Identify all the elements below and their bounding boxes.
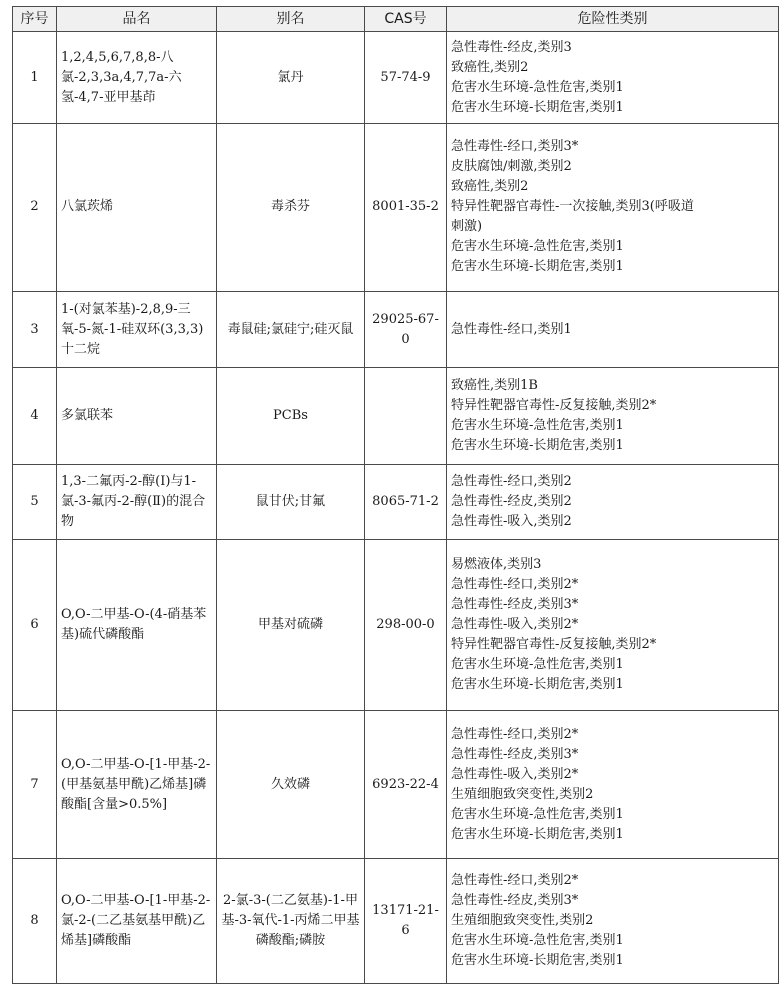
hazard-item: 急性毒性-吸入,类别2* bbox=[451, 617, 579, 633]
row-hazards bbox=[447, 464, 779, 540]
header-cas: CAS号 bbox=[365, 7, 447, 32]
table-row bbox=[13, 464, 779, 540]
hazard-item: 危害水生环境-长期危害,类别1 bbox=[451, 826, 624, 842]
row-alias: 久效磷 bbox=[217, 710, 365, 858]
hazard-item: 急性毒性-经口,类别2* bbox=[451, 726, 579, 742]
hazard-item: 急性毒性-吸入,类别2 bbox=[451, 513, 572, 529]
table-row bbox=[13, 32, 779, 124]
hazard-item: 急性毒性-经口,类别1 bbox=[451, 321, 572, 337]
table-row bbox=[13, 124, 779, 292]
hazard-item: 皮肤腐蚀/刺激,类别2 bbox=[451, 159, 572, 175]
row-hazards bbox=[447, 859, 779, 984]
row-index: 3 bbox=[13, 291, 57, 368]
hazard-item: 危害水生环境-急性危害,类别1 bbox=[451, 79, 624, 95]
table-body bbox=[13, 32, 779, 984]
hazardous-chemicals-table bbox=[12, 6, 779, 984]
row-hazards bbox=[447, 540, 779, 711]
row-cas bbox=[365, 368, 447, 464]
row-alias: 毒鼠硅;氯硅宁;硅灭鼠 bbox=[217, 291, 365, 368]
row-hazards bbox=[447, 291, 779, 368]
hazard-item: 急性毒性-经皮,类别2 bbox=[451, 493, 572, 509]
hazard-item: 危害水生环境-急性危害,类别1 bbox=[451, 239, 624, 255]
header-row bbox=[13, 7, 779, 32]
row-alias: 毒杀芬 bbox=[217, 124, 365, 292]
hazard-item: 易燃液体,类别3 bbox=[451, 557, 542, 573]
hazard-item: 危害水生环境-急性危害,类别1 bbox=[451, 417, 624, 433]
row-name: 八氯莰烯 bbox=[57, 124, 217, 292]
row-name: 1-(对氯苯基)-2,8,9-三氧-5-氮-1-硅双环(3,3,3)十二烷 bbox=[57, 291, 217, 368]
hazard-item: 危害水生环境-长期危害,类别1 bbox=[451, 259, 624, 275]
table-row bbox=[13, 291, 779, 368]
row-alias: 甲基对硫磷 bbox=[217, 540, 365, 711]
row-alias: 2-氯-3-(二乙氨基)-1-甲基-3-氧代-1-丙烯二甲基磷酸酯;磷胺 bbox=[217, 859, 365, 984]
row-name: 1,2,4,5,6,7,8,8-八氯-2,3,3a,4,7,7a-六氢-4,7-亚甲基茚 bbox=[57, 32, 217, 124]
hazard-item: 急性毒性-经皮,类别3* bbox=[451, 746, 579, 762]
row-hazards bbox=[447, 368, 779, 464]
hazard-item: 急性毒性-吸入,类别2* bbox=[451, 766, 579, 782]
hazard-item: 危害水生环境-长期危害,类别1 bbox=[451, 99, 624, 115]
row-name: O,O-二甲基-O-(4-硝基苯基)硫代磷酸酯 bbox=[57, 540, 217, 711]
row-index: 6 bbox=[13, 540, 57, 711]
table-header bbox=[13, 7, 779, 32]
row-alias: PCBs bbox=[217, 368, 365, 464]
row-alias: 氯丹 bbox=[217, 32, 365, 124]
hazard-item: 特异性靶器官毒性-反复接触,类别2* bbox=[451, 397, 657, 413]
row-cas: 13171-21-6 bbox=[365, 859, 447, 984]
row-name: O,O-二甲基-O-[1-甲基-2-氯-2-(二乙基氨基甲酰)乙烯基]磷酸酯 bbox=[57, 859, 217, 984]
hazard-item: 急性毒性-经皮,类别3* bbox=[451, 893, 579, 909]
table-row bbox=[13, 859, 779, 984]
row-hazards bbox=[447, 710, 779, 858]
hazard-item: 急性毒性-经皮,类别3 bbox=[451, 39, 572, 55]
row-index: 8 bbox=[13, 859, 57, 984]
row-cas: 298-00-0 bbox=[365, 540, 447, 711]
hazard-item: 急性毒性-经口,类别3* bbox=[451, 139, 579, 155]
hazard-item: 刺激) bbox=[451, 219, 483, 235]
header-hazard: 危险性类别 bbox=[447, 7, 779, 32]
hazard-item: 特异性靶器官毒性-一次接触,类别3(呼吸道 bbox=[451, 199, 694, 215]
row-cas: 8001-35-2 bbox=[365, 124, 447, 292]
hazard-item: 危害水生环境-急性危害,类别1 bbox=[451, 933, 624, 949]
row-cas: 29025-67-0 bbox=[365, 291, 447, 368]
row-index: 5 bbox=[13, 464, 57, 540]
hazard-item: 急性毒性-经皮,类别3* bbox=[451, 597, 579, 613]
row-cas: 8065-71-2 bbox=[365, 464, 447, 540]
row-index: 1 bbox=[13, 32, 57, 124]
table-row bbox=[13, 710, 779, 858]
table-row bbox=[13, 540, 779, 711]
hazard-item: 危害水生环境-长期危害,类别1 bbox=[451, 437, 624, 453]
hazard-item: 危害水生环境-急性危害,类别1 bbox=[451, 806, 624, 822]
row-name: O,O-二甲基-O-[1-甲基-2-(甲基氨基甲酰)乙烯基]磷酸酯[含量>0.5%] bbox=[57, 710, 217, 858]
row-alias: 鼠甘伏;甘氟 bbox=[217, 464, 365, 540]
hazard-item: 生殖细胞致突变性,类别2 bbox=[451, 786, 594, 802]
hazard-item: 特异性靶器官毒性-反复接触,类别2* bbox=[451, 637, 657, 653]
row-hazards bbox=[447, 32, 779, 124]
row-name: 1,3-二氟丙-2-醇(Ⅰ)与1-氯-3-氟丙-2-醇(Ⅱ)的混合物 bbox=[57, 464, 217, 540]
hazard-item: 危害水生环境-长期危害,类别1 bbox=[451, 677, 624, 693]
row-cas: 6923-22-4 bbox=[365, 710, 447, 858]
header-name: 品名 bbox=[57, 7, 217, 32]
hazard-item: 生殖细胞致突变性,类别2 bbox=[451, 913, 594, 929]
hazard-item: 急性毒性-经口,类别2* bbox=[451, 577, 579, 593]
hazard-item: 致癌性,类别2 bbox=[451, 179, 529, 195]
header-alias: 别名 bbox=[217, 7, 365, 32]
row-cas: 57-74-9 bbox=[365, 32, 447, 124]
row-index: 2 bbox=[13, 124, 57, 292]
header-index: 序号 bbox=[13, 7, 57, 32]
row-index: 7 bbox=[13, 710, 57, 858]
hazard-item: 危害水生环境-急性危害,类别1 bbox=[451, 657, 624, 673]
hazard-item: 急性毒性-经口,类别2* bbox=[451, 873, 579, 889]
hazard-item: 致癌性,类别1B bbox=[451, 377, 538, 393]
table-row bbox=[13, 368, 779, 464]
row-name: 多氯联苯 bbox=[57, 368, 217, 464]
hazard-item: 急性毒性-经口,类别2 bbox=[451, 473, 572, 489]
row-index: 4 bbox=[13, 368, 57, 464]
hazard-item: 危害水生环境-长期危害,类别1 bbox=[451, 953, 624, 969]
row-hazards bbox=[447, 124, 779, 292]
hazard-item: 致癌性,类别2 bbox=[451, 59, 529, 75]
